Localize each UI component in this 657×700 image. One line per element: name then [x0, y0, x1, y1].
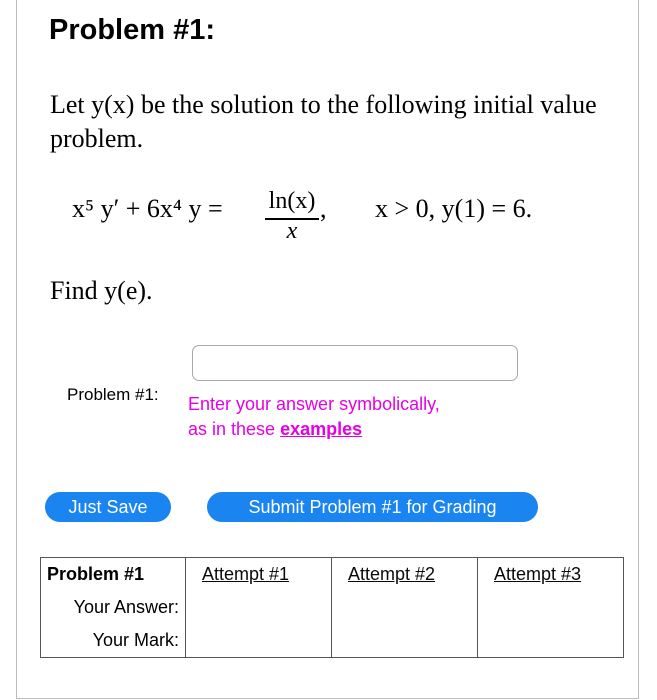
equation-comma: ,: [320, 194, 327, 223]
equation-lhs: x⁵ y′ + 6x⁴ y =: [72, 194, 223, 223]
equation-condition: x > 0, y(1) = 6.: [375, 194, 533, 223]
answer-label: Problem #1:: [67, 385, 159, 404]
your-mark-label: Your Mark:: [41, 624, 186, 658]
attempt-1-answer: [186, 591, 332, 624]
attempts-table: [40, 557, 624, 658]
hint-prefix: Enter your answer symbolically,: [188, 394, 440, 414]
equation-numerator: ln(x): [268, 188, 316, 214]
attempt-3-mark: [478, 624, 624, 658]
examples-link[interactable]: examples: [280, 419, 363, 439]
attempts-header-problem: Problem #1: [41, 558, 186, 592]
answer-hint: [188, 392, 508, 442]
attempt-3-answer: [478, 591, 624, 624]
attempt-2-link[interactable]: Attempt #2: [348, 564, 436, 585]
problem-title: Problem #1:: [49, 14, 215, 46]
equation-denominator: x: [286, 218, 298, 244]
your-answer-row: [41, 591, 624, 624]
attempt-2-answer: [332, 591, 478, 624]
attempt-2-mark: [332, 624, 478, 658]
attempt-3-header: [478, 558, 624, 592]
differential-equation: [72, 188, 592, 248]
your-answer-label: Your Answer:: [41, 591, 186, 624]
problem-intro: Let y(x) be the solution to the following initial value problem.: [50, 90, 597, 153]
attempt-1-mark: [186, 624, 332, 658]
your-mark-row: [41, 624, 624, 658]
find-instruction: Find y(e).: [50, 276, 153, 305]
attempt-3-link[interactable]: Attempt #3: [494, 564, 582, 585]
answer-input[interactable]: [192, 345, 518, 381]
attempt-1-header: [186, 558, 332, 592]
just-save-button[interactable]: Just Save: [45, 492, 171, 522]
attempt-1-link[interactable]: Attempt #1: [202, 564, 290, 585]
hint-middle: as in these: [188, 419, 276, 439]
attempt-2-header: [332, 558, 478, 592]
attempts-header-row: [41, 558, 624, 592]
submit-button[interactable]: Submit Problem #1 for Grading: [207, 492, 538, 522]
